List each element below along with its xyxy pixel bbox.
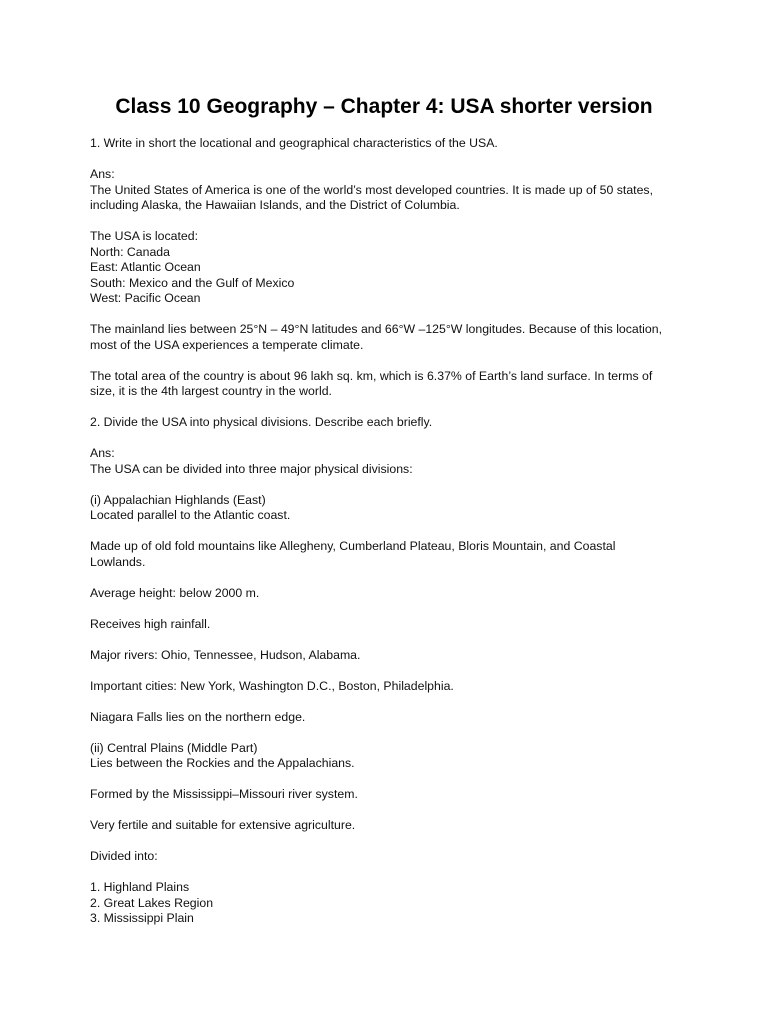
located-north: North: Canada <box>90 244 170 259</box>
paragraph-gap <box>90 307 690 323</box>
paragraph-gap <box>90 152 690 168</box>
paragraph-gap <box>90 694 690 710</box>
paragraph-gap <box>90 353 690 369</box>
located-west: West: Pacific Ocean <box>90 291 201 305</box>
answer-1-text-line-2: including Alaska, the Hawaiian Islands, and the District of Columbia. <box>90 198 460 212</box>
division-1-mountains-line-1: Made up of old fold mountains like Allegheny, Cumberland Plateau, Bloris Mountain, and Coastal <box>90 539 616 553</box>
division-1-niagara: Niagara Falls lies on the northern edge. <box>90 709 306 724</box>
located-south: South: Mexico and the Gulf of Mexico <box>90 275 295 290</box>
mainland-line-1: The mainland lies between 25°N – 49°N latitudes and 66°W –125°W longitudes. Because of this location, <box>90 322 662 336</box>
list-item: 3. Mississippi Plain <box>90 911 194 925</box>
question-2: 2. Divide the USA into physical divisions. Describe each briefly. <box>90 415 433 429</box>
paragraph-gap <box>90 400 690 416</box>
answer-2-label: Ans: <box>90 446 115 460</box>
division-1-location: Located parallel to the Atlantic coast. <box>90 508 291 522</box>
answer-2-intro: The USA can be divided into three major physical divisions: <box>90 461 413 476</box>
division-2-heading: (ii) Central Plains (Middle Part) <box>90 740 258 755</box>
division-1-height: Average height: below 2000 m. <box>90 585 260 600</box>
paragraph-gap <box>90 477 690 493</box>
list-item: 2. Great Lakes Region <box>90 895 214 910</box>
paragraph-gap <box>90 601 690 617</box>
division-1-mountains-line-2: Lowlands. <box>90 554 146 569</box>
division-1-heading: (i) Appalachian Highlands (East) <box>90 492 266 507</box>
document-body <box>90 136 690 927</box>
division-2-divided: Divided into: <box>90 849 158 863</box>
paragraph-gap <box>90 865 690 881</box>
answer-1-label: Ans: <box>90 167 115 181</box>
paragraph-gap <box>90 772 690 788</box>
paragraph-gap <box>90 570 690 586</box>
page-title: Class 10 Geography – Chapter 4: USA shorter version <box>115 95 653 118</box>
paragraph-gap <box>90 725 690 741</box>
paragraph-gap <box>90 214 690 230</box>
division-2-fertile: Very fertile and suitable for extensive agriculture. <box>90 818 356 832</box>
division-1-rivers: Major rivers: Ohio, Tennessee, Hudson, Alabama. <box>90 647 361 662</box>
answer-1-text-line-1: The United States of America is one of the world’s most developed countries. It is made up of 50 states, <box>90 182 653 197</box>
area-line-1: The total area of the country is about 96 lakh sq. km, which is 6.37% of Earth’s land surface. In terms of <box>90 368 653 383</box>
question-1: 1. Write in short the locational and geographical characteristics of the USA. <box>90 136 498 150</box>
paragraph-gap <box>90 803 690 819</box>
paragraph-gap <box>90 663 690 679</box>
paragraph-gap <box>90 524 690 540</box>
division-1-rainfall: Receives high rainfall. <box>90 616 211 631</box>
area-line-2: size, it is the 4th largest country in the world. <box>90 384 332 398</box>
located-east: East: Atlantic Ocean <box>90 260 201 274</box>
paragraph-gap <box>90 632 690 648</box>
mainland-line-2: most of the USA experiences a temperate climate. <box>90 337 364 352</box>
division-2-formed: Formed by the Mississippi–Missouri river system. <box>90 787 358 801</box>
paragraph-gap <box>90 834 690 850</box>
list-item: 1. Highland Plains <box>90 880 190 894</box>
paragraph-gap <box>90 431 690 447</box>
located-intro: The USA is located: <box>90 229 198 243</box>
division-2-location: Lies between the Rockies and the Appalachians. <box>90 756 355 770</box>
division-1-cities: Important cities: New York, Washington D.C., Boston, Philadelphia. <box>90 678 454 693</box>
